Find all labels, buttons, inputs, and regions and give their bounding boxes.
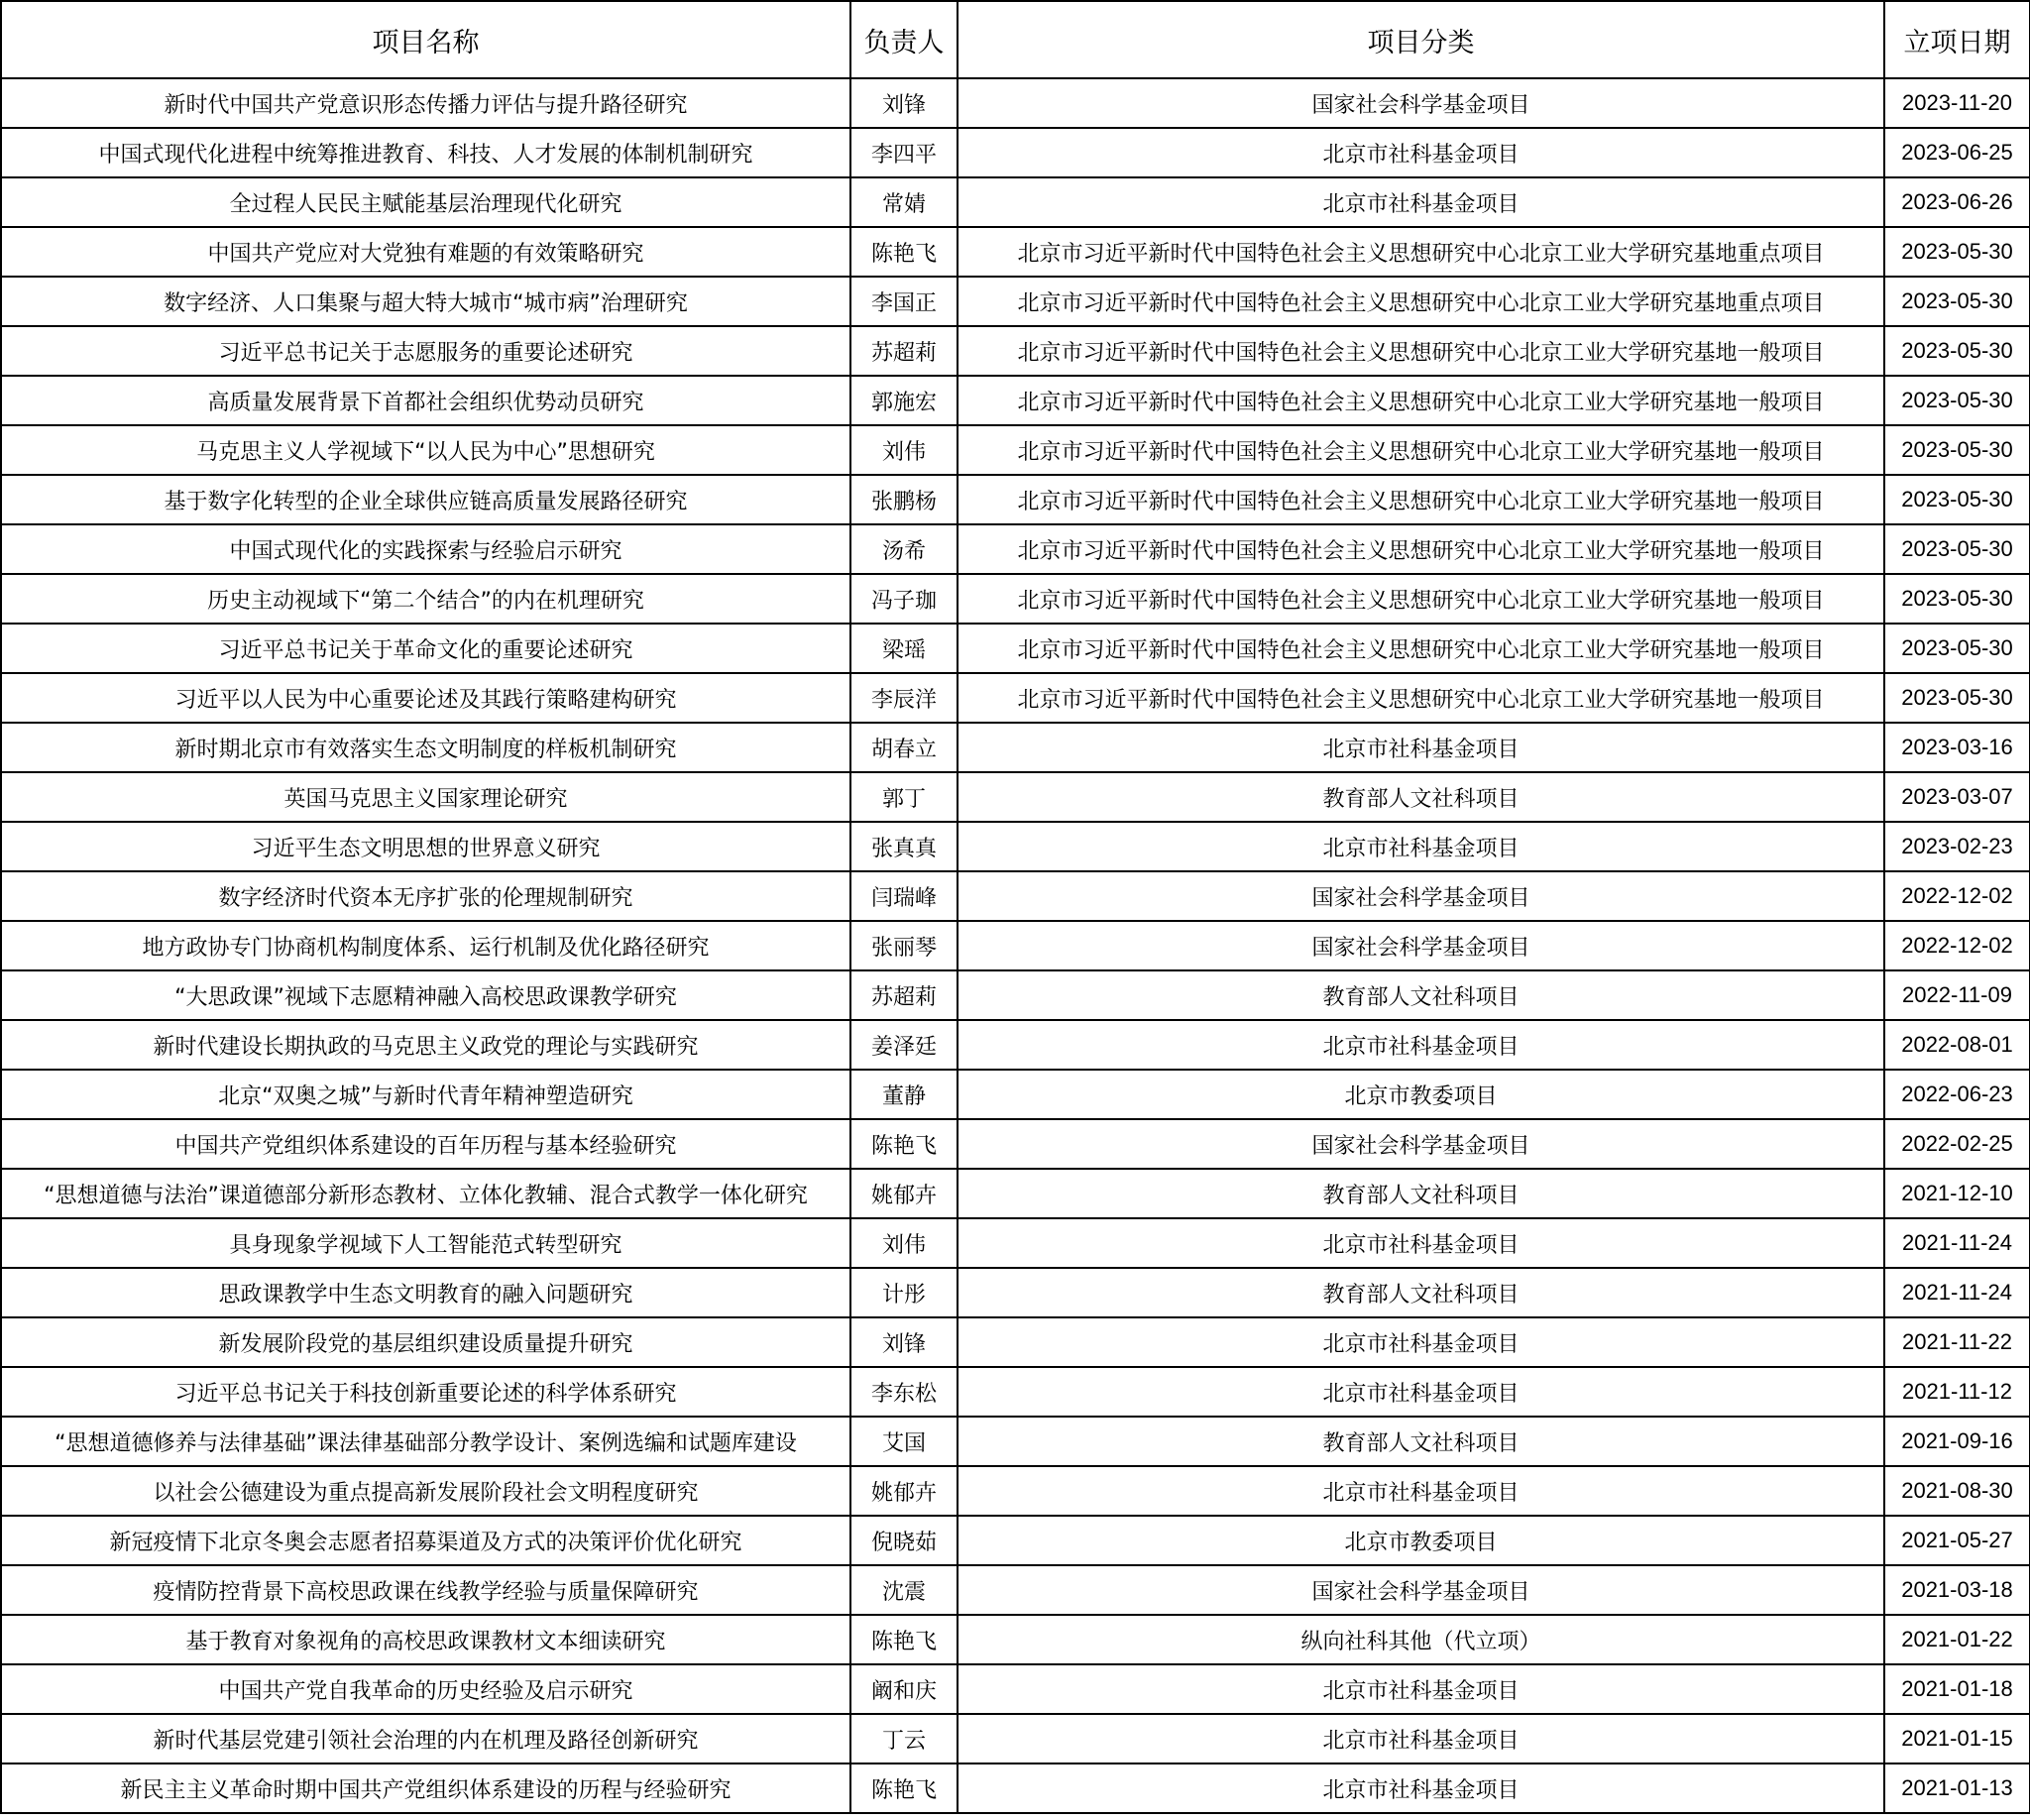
table-row xyxy=(1,1417,2030,1466)
cell-owner: 姜泽廷 xyxy=(850,1020,958,1070)
table-row xyxy=(1,1664,2030,1714)
cell-owner: 闫瑞峰 xyxy=(850,871,958,921)
table-row xyxy=(1,1367,2030,1417)
cell-project-name: 新冠疫情下北京冬奥会志愿者招募渠道及方式的决策评价优化研究 xyxy=(1,1516,850,1565)
cell-project-name: 新时代建设长期执政的马克思主义政党的理论与实践研究 xyxy=(1,1020,850,1070)
cell-category: 国家社会科学基金项目 xyxy=(958,871,1884,921)
cell-date: 2021-11-24 xyxy=(1884,1268,2030,1317)
cell-project-name: 中国式现代化进程中统筹推进教育、科技、人才发展的体制机制研究 xyxy=(1,128,850,177)
cell-category: 教育部人文社科项目 xyxy=(958,970,1884,1020)
table-row xyxy=(1,425,2030,475)
cell-project-name: 中国共产党应对大党独有难题的有效策略研究 xyxy=(1,227,850,277)
cell-date: 2023-05-30 xyxy=(1884,624,2030,673)
table-row xyxy=(1,1466,2030,1516)
table-row xyxy=(1,871,2030,921)
cell-project-name: “思想道德与法治”课道德部分新形态教材、立体化教辅、混合式教学一体化研究 xyxy=(1,1169,850,1218)
cell-category: 北京市习近平新时代中国特色社会主义思想研究中心北京工业大学研究基地一般项目 xyxy=(958,624,1884,673)
cell-category: 纵向社科其他（代立项） xyxy=(958,1615,1884,1664)
cell-owner: 张鹏杨 xyxy=(850,475,958,524)
table-row xyxy=(1,177,2030,227)
cell-date: 2021-11-12 xyxy=(1884,1367,2030,1417)
table-row xyxy=(1,723,2030,772)
table-row xyxy=(1,1763,2030,1813)
cell-owner: 董静 xyxy=(850,1070,958,1119)
cell-owner: 刘伟 xyxy=(850,1218,958,1268)
table-row xyxy=(1,921,2030,970)
cell-owner: 丁云 xyxy=(850,1714,958,1763)
cell-category: 北京市社科基金项目 xyxy=(958,1218,1884,1268)
cell-category: 北京市社科基金项目 xyxy=(958,1367,1884,1417)
cell-project-name: 习近平总书记关于科技创新重要论述的科学体系研究 xyxy=(1,1367,850,1417)
table-row xyxy=(1,128,2030,177)
cell-owner: 张丽琴 xyxy=(850,921,958,970)
table-row xyxy=(1,1615,2030,1664)
cell-category: 北京市社科基金项目 xyxy=(958,1020,1884,1070)
cell-project-name: 新时代基层党建引领社会治理的内在机理及路径创新研究 xyxy=(1,1714,850,1763)
cell-date: 2022-08-01 xyxy=(1884,1020,2030,1070)
cell-date: 2023-05-30 xyxy=(1884,326,2030,376)
cell-category: 北京市社科基金项目 xyxy=(958,1466,1884,1516)
cell-category: 北京市习近平新时代中国特色社会主义思想研究中心北京工业大学研究基地一般项目 xyxy=(958,376,1884,425)
cell-date: 2021-09-16 xyxy=(1884,1417,2030,1466)
cell-category: 北京市习近平新时代中国特色社会主义思想研究中心北京工业大学研究基地一般项目 xyxy=(958,475,1884,524)
cell-project-name: 基于教育对象视角的高校思政课教材文本细读研究 xyxy=(1,1615,850,1664)
cell-project-name: 思政课教学中生态文明教育的融入问题研究 xyxy=(1,1268,850,1317)
cell-project-name: 具身现象学视域下人工智能范式转型研究 xyxy=(1,1218,850,1268)
cell-owner: 刘锋 xyxy=(850,78,958,128)
header-project-name: 项目名称 xyxy=(1,1,850,78)
cell-owner: 陈艳飞 xyxy=(850,227,958,277)
cell-date: 2021-05-27 xyxy=(1884,1516,2030,1565)
table-row xyxy=(1,822,2030,871)
cell-owner: 苏超莉 xyxy=(850,326,958,376)
cell-project-name: 习近平总书记关于志愿服务的重要论述研究 xyxy=(1,326,850,376)
cell-date: 2023-05-30 xyxy=(1884,376,2030,425)
cell-date: 2023-06-26 xyxy=(1884,177,2030,227)
cell-category: 教育部人文社科项目 xyxy=(958,1169,1884,1218)
cell-date: 2023-05-30 xyxy=(1884,524,2030,574)
cell-owner: 梁瑶 xyxy=(850,624,958,673)
cell-category: 北京市习近平新时代中国特色社会主义思想研究中心北京工业大学研究基地重点项目 xyxy=(958,277,1884,326)
cell-project-name: 习近平以人民为中心重要论述及其践行策略建构研究 xyxy=(1,673,850,723)
cell-owner: 沈震 xyxy=(850,1565,958,1615)
table-row xyxy=(1,574,2030,624)
cell-project-name: 全过程人民民主赋能基层治理现代化研究 xyxy=(1,177,850,227)
cell-category: 北京市社科基金项目 xyxy=(958,1664,1884,1714)
table-row xyxy=(1,277,2030,326)
cell-category: 北京市社科基金项目 xyxy=(958,723,1884,772)
cell-date: 2023-05-30 xyxy=(1884,673,2030,723)
cell-category: 北京市习近平新时代中国特色社会主义思想研究中心北京工业大学研究基地一般项目 xyxy=(958,524,1884,574)
table-row xyxy=(1,376,2030,425)
cell-owner: 郭丁 xyxy=(850,772,958,822)
cell-category: 北京市习近平新时代中国特色社会主义思想研究中心北京工业大学研究基地一般项目 xyxy=(958,326,1884,376)
cell-date: 2023-05-30 xyxy=(1884,574,2030,624)
cell-date: 2021-01-22 xyxy=(1884,1615,2030,1664)
table-row xyxy=(1,326,2030,376)
cell-category: 教育部人文社科项目 xyxy=(958,1268,1884,1317)
cell-owner: 郭施宏 xyxy=(850,376,958,425)
cell-owner: 李四平 xyxy=(850,128,958,177)
cell-owner: 刘锋 xyxy=(850,1317,958,1367)
cell-owner: 冯子珈 xyxy=(850,574,958,624)
table-row xyxy=(1,227,2030,277)
cell-project-name: 数字经济、人口集聚与超大特大城市“城市病”治理研究 xyxy=(1,277,850,326)
cell-project-name: 历史主动视域下“第二个结合”的内在机理研究 xyxy=(1,574,850,624)
cell-date: 2021-11-22 xyxy=(1884,1317,2030,1367)
cell-date: 2023-03-07 xyxy=(1884,772,2030,822)
cell-date: 2023-02-23 xyxy=(1884,822,2030,871)
cell-owner: 陈艳飞 xyxy=(850,1615,958,1664)
cell-owner: 陈艳飞 xyxy=(850,1119,958,1169)
cell-project-name: “思想道德修养与法律基础”课法律基础部分教学设计、案例选编和试题库建设 xyxy=(1,1417,850,1466)
table-row xyxy=(1,673,2030,723)
table-header-row xyxy=(1,1,2030,78)
cell-date: 2023-03-16 xyxy=(1884,723,2030,772)
cell-project-name: 数字经济时代资本无序扩张的伦理规制研究 xyxy=(1,871,850,921)
cell-owner: 计彤 xyxy=(850,1268,958,1317)
cell-category: 北京市社科基金项目 xyxy=(958,1763,1884,1813)
cell-project-name: 中国共产党自我革命的历史经验及启示研究 xyxy=(1,1664,850,1714)
cell-category: 教育部人文社科项目 xyxy=(958,1417,1884,1466)
cell-project-name: 新时期北京市有效落实生态文明制度的样板机制研究 xyxy=(1,723,850,772)
table-row xyxy=(1,1268,2030,1317)
cell-category: 教育部人文社科项目 xyxy=(958,772,1884,822)
table-row xyxy=(1,78,2030,128)
table-row xyxy=(1,1020,2030,1070)
cell-category: 国家社会科学基金项目 xyxy=(958,1565,1884,1615)
table-row xyxy=(1,1565,2030,1615)
table-row xyxy=(1,1169,2030,1218)
cell-date: 2022-12-02 xyxy=(1884,921,2030,970)
cell-date: 2021-12-10 xyxy=(1884,1169,2030,1218)
table-row xyxy=(1,970,2030,1020)
cell-date: 2021-03-18 xyxy=(1884,1565,2030,1615)
cell-project-name: 马克思主义人学视域下“以人民为中心”思想研究 xyxy=(1,425,850,475)
cell-category: 国家社会科学基金项目 xyxy=(958,1119,1884,1169)
cell-project-name: 北京“双奥之城”与新时代青年精神塑造研究 xyxy=(1,1070,850,1119)
cell-owner: 刘伟 xyxy=(850,425,958,475)
cell-category: 北京市教委项目 xyxy=(958,1516,1884,1565)
cell-project-name: 英国马克思主义国家理论研究 xyxy=(1,772,850,822)
cell-owner: 艾国 xyxy=(850,1417,958,1466)
cell-owner: 李辰洋 xyxy=(850,673,958,723)
cell-category: 北京市教委项目 xyxy=(958,1070,1884,1119)
cell-category: 北京市习近平新时代中国特色社会主义思想研究中心北京工业大学研究基地重点项目 xyxy=(958,227,1884,277)
cell-date: 2022-12-02 xyxy=(1884,871,2030,921)
table-row xyxy=(1,1714,2030,1763)
cell-category: 国家社会科学基金项目 xyxy=(958,78,1884,128)
cell-owner: 李东松 xyxy=(850,1367,958,1417)
cell-category: 北京市社科基金项目 xyxy=(958,128,1884,177)
cell-project-name: “大思政课”视域下志愿精神融入高校思政课教学研究 xyxy=(1,970,850,1020)
cell-category: 北京市习近平新时代中国特色社会主义思想研究中心北京工业大学研究基地一般项目 xyxy=(958,425,1884,475)
cell-date: 2022-06-23 xyxy=(1884,1070,2030,1119)
table-row xyxy=(1,1070,2030,1119)
cell-project-name: 新时代中国共产党意识形态传播力评估与提升路径研究 xyxy=(1,78,850,128)
cell-date: 2023-05-30 xyxy=(1884,425,2030,475)
cell-category: 北京市习近平新时代中国特色社会主义思想研究中心北京工业大学研究基地一般项目 xyxy=(958,574,1884,624)
cell-date: 2021-08-30 xyxy=(1884,1466,2030,1516)
cell-date: 2022-11-09 xyxy=(1884,970,2030,1020)
table-row xyxy=(1,772,2030,822)
cell-date: 2023-06-25 xyxy=(1884,128,2030,177)
cell-date: 2023-05-30 xyxy=(1884,475,2030,524)
cell-owner: 阚和庆 xyxy=(850,1664,958,1714)
table-row xyxy=(1,524,2030,574)
cell-owner: 李国正 xyxy=(850,277,958,326)
cell-owner: 胡春立 xyxy=(850,723,958,772)
cell-owner: 汤希 xyxy=(850,524,958,574)
cell-owner: 苏超莉 xyxy=(850,970,958,1020)
cell-category: 国家社会科学基金项目 xyxy=(958,921,1884,970)
cell-project-name: 中国式现代化的实践探索与经验启示研究 xyxy=(1,524,850,574)
cell-date: 2022-02-25 xyxy=(1884,1119,2030,1169)
table-body xyxy=(1,78,2030,1813)
cell-owner: 张真真 xyxy=(850,822,958,871)
cell-owner: 陈艳飞 xyxy=(850,1763,958,1813)
cell-project-name: 地方政协专门协商机构制度体系、运行机制及优化路径研究 xyxy=(1,921,850,970)
cell-category: 北京市社科基金项目 xyxy=(958,1317,1884,1367)
cell-date: 2023-11-20 xyxy=(1884,78,2030,128)
cell-project-name: 习近平总书记关于革命文化的重要论述研究 xyxy=(1,624,850,673)
table-row xyxy=(1,624,2030,673)
table-row xyxy=(1,1218,2030,1268)
cell-date: 2021-01-15 xyxy=(1884,1714,2030,1763)
header-date: 立项日期 xyxy=(1884,1,2030,78)
cell-date: 2021-01-18 xyxy=(1884,1664,2030,1714)
cell-owner: 倪晓茹 xyxy=(850,1516,958,1565)
cell-owner: 姚郁卉 xyxy=(850,1169,958,1218)
cell-date: 2021-01-13 xyxy=(1884,1763,2030,1813)
table-row xyxy=(1,475,2030,524)
cell-category: 北京市社科基金项目 xyxy=(958,822,1884,871)
cell-project-name: 高质量发展背景下首都社会组织优势动员研究 xyxy=(1,376,850,425)
header-category: 项目分类 xyxy=(958,1,1884,78)
cell-project-name: 基于数字化转型的企业全球供应链高质量发展路径研究 xyxy=(1,475,850,524)
cell-project-name: 习近平生态文明思想的世界意义研究 xyxy=(1,822,850,871)
cell-date: 2021-11-24 xyxy=(1884,1218,2030,1268)
table-row xyxy=(1,1317,2030,1367)
table-row xyxy=(1,1119,2030,1169)
cell-category: 北京市习近平新时代中国特色社会主义思想研究中心北京工业大学研究基地一般项目 xyxy=(958,673,1884,723)
cell-owner: 姚郁卉 xyxy=(850,1466,958,1516)
cell-category: 北京市社科基金项目 xyxy=(958,1714,1884,1763)
cell-project-name: 疫情防控背景下高校思政课在线教学经验与质量保障研究 xyxy=(1,1565,850,1615)
cell-owner: 常婧 xyxy=(850,177,958,227)
cell-project-name: 新民主主义革命时期中国共产党组织体系建设的历程与经验研究 xyxy=(1,1763,850,1813)
table-row xyxy=(1,1516,2030,1565)
header-owner: 负责人 xyxy=(850,1,958,78)
cell-date: 2023-05-30 xyxy=(1884,227,2030,277)
cell-project-name: 以社会公德建设为重点提高新发展阶段社会文明程度研究 xyxy=(1,1466,850,1516)
cell-project-name: 中国共产党组织体系建设的百年历程与基本经验研究 xyxy=(1,1119,850,1169)
cell-category: 北京市社科基金项目 xyxy=(958,177,1884,227)
cell-project-name: 新发展阶段党的基层组织建设质量提升研究 xyxy=(1,1317,850,1367)
cell-date: 2023-05-30 xyxy=(1884,277,2030,326)
